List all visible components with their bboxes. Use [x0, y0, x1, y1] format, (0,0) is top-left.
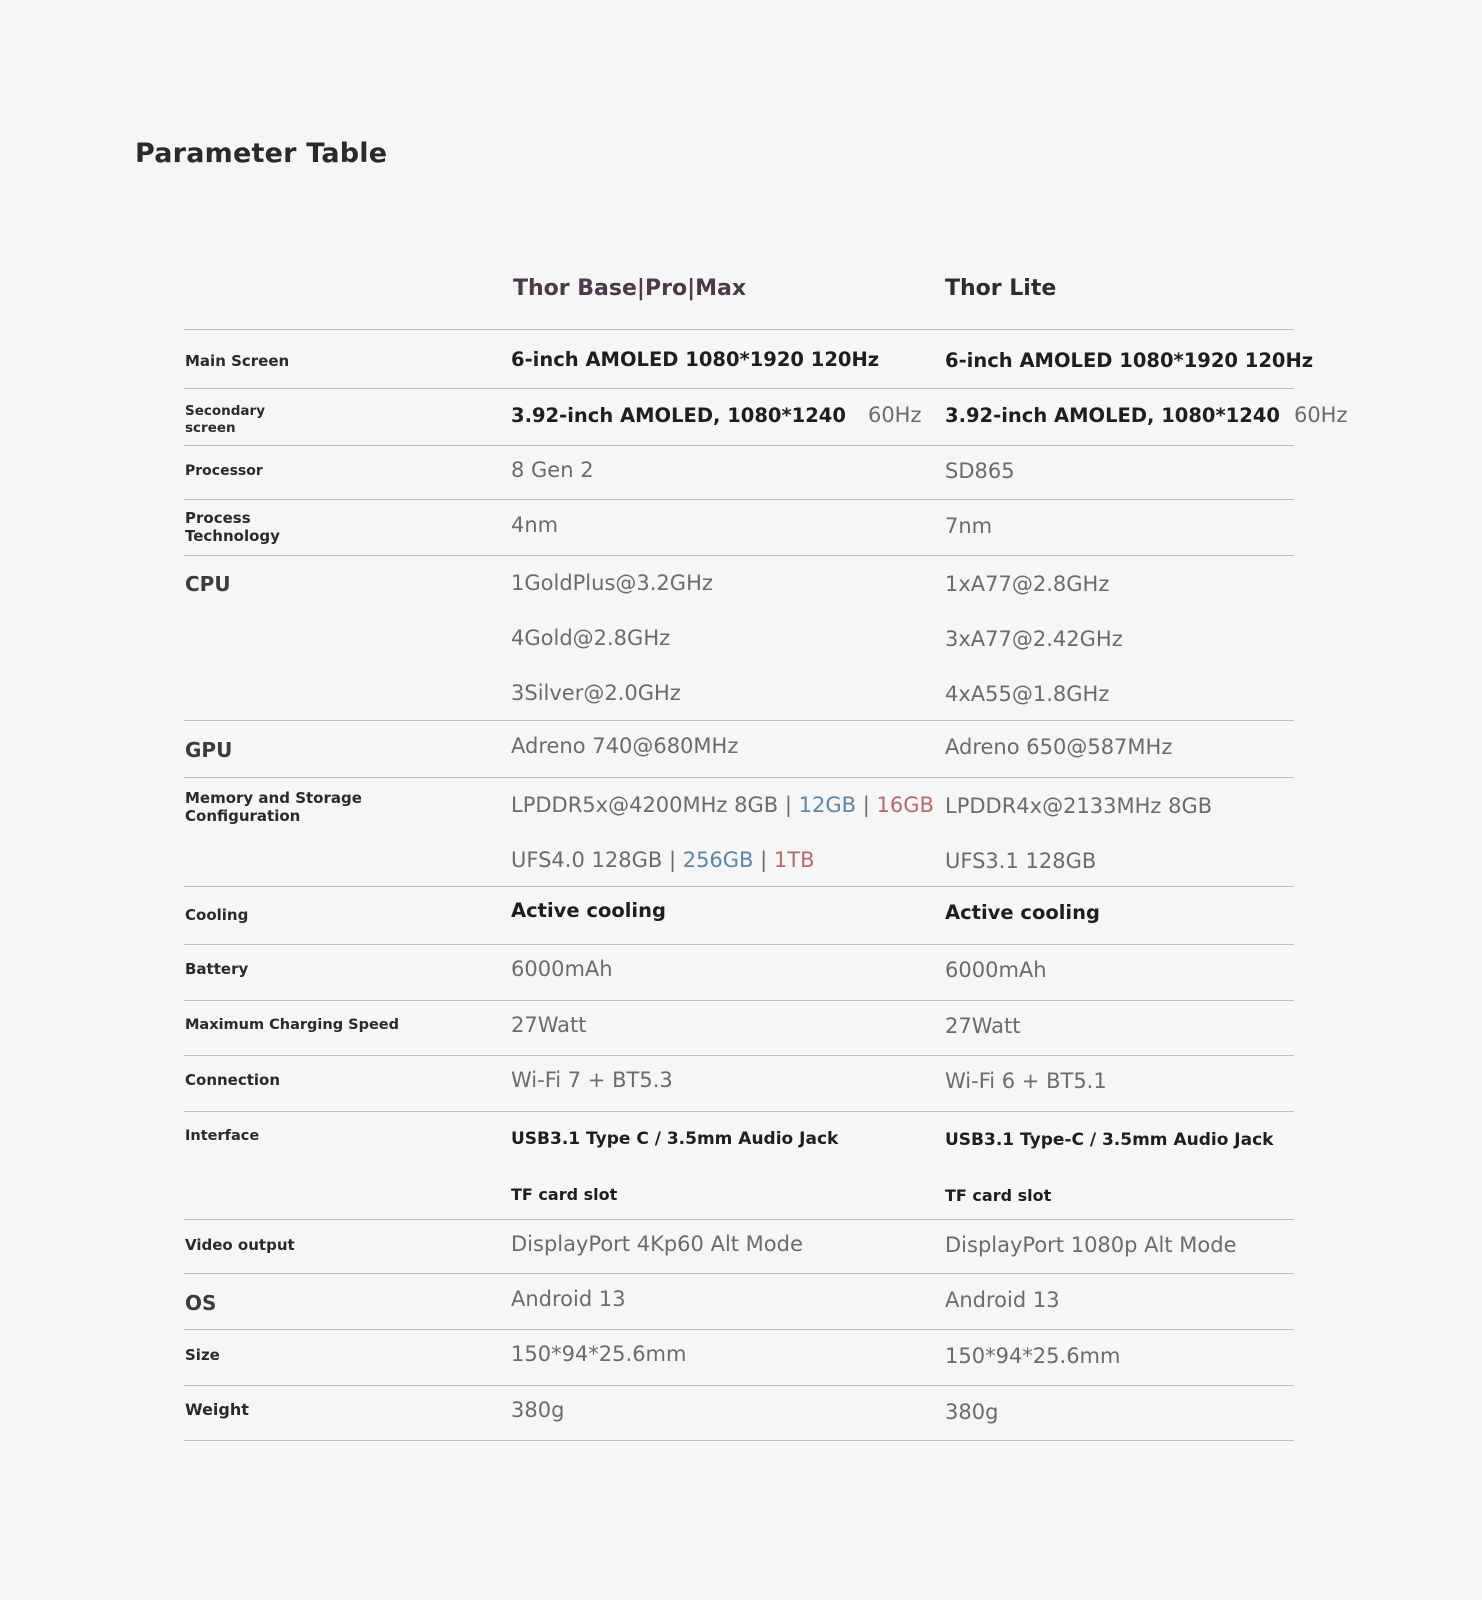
cell-thor-base: 8 Gen 2 — [511, 458, 594, 482]
storage-line: UFS3.1 128GB — [945, 849, 1097, 873]
storage-base: UFS4.0 128GB — [511, 848, 663, 872]
cell-thor-lite — [945, 557, 1123, 722]
table-row — [184, 945, 1294, 1001]
cell-thor-lite: Adreno 650@587MHz — [945, 735, 1173, 759]
table-row — [184, 446, 1294, 500]
row-label: Process Technology — [185, 509, 280, 545]
memory-max: 16GB — [876, 793, 934, 817]
cell-thor-lite — [945, 403, 1348, 427]
cell-thor-lite: 150*94*25.6mm — [945, 1344, 1121, 1368]
cell-thor-lite — [945, 779, 1212, 889]
interface-line: TF card slot — [511, 1185, 618, 1204]
row-label: OS — [185, 1291, 217, 1315]
row-label: CPU — [185, 572, 231, 596]
cell-thor-lite: 6000mAh — [945, 958, 1047, 982]
cell-thor-base: 6-inch AMOLED 1080*1920 120Hz — [511, 348, 880, 371]
table-row — [184, 1274, 1294, 1330]
table-row — [184, 1112, 1294, 1220]
cpu-core-line: 4xA55@1.8GHz — [945, 682, 1110, 706]
cell-thor-lite: DisplayPort 1080p Alt Mode — [945, 1233, 1237, 1257]
row-label: Main Screen — [185, 352, 290, 370]
table-row — [184, 778, 1294, 887]
header-separator: | — [687, 276, 696, 301]
storage-pro: 256GB — [682, 848, 754, 872]
separator: | — [760, 848, 768, 872]
cell-thor-base — [511, 1112, 838, 1222]
separator: | — [862, 793, 870, 817]
column-header-thor-base-pro-max — [513, 276, 746, 301]
header-part-pro: Pro — [644, 276, 688, 301]
header-separator: | — [636, 276, 645, 301]
row-label: Connection — [185, 1071, 281, 1089]
memory-pro: 12GB — [798, 793, 857, 817]
cell-thor-lite: 6-inch AMOLED 1080*1920 120Hz — [945, 349, 1314, 372]
table-row — [184, 389, 1348, 446]
row-label: Video output — [185, 1236, 295, 1254]
row-label: Secondary screen — [185, 403, 265, 436]
table-row — [184, 1001, 1294, 1056]
cell-thor-base — [511, 556, 713, 721]
refresh-rate: 60Hz — [1293, 403, 1348, 427]
cpu-core-line: 1xA77@2.8GHz — [945, 572, 1110, 596]
cell-thor-lite: Wi-Fi 6 + BT5.1 — [945, 1069, 1107, 1093]
row-label: GPU — [185, 738, 233, 762]
cell-thor-base: 27Watt — [511, 1013, 587, 1037]
cpu-core-line: 3Silver@2.0GHz — [511, 681, 681, 705]
cell-thor-base: DisplayPort 4Kp60 Alt Mode — [511, 1232, 803, 1256]
cell-thor-lite: Android 13 — [945, 1288, 1060, 1312]
table-row — [184, 1220, 1294, 1274]
table-row — [184, 500, 1294, 556]
cell-thor-base: Android 13 — [511, 1287, 626, 1311]
interface-line: USB3.1 Type C / 3.5mm Audio Jack — [511, 1129, 839, 1149]
cell-thor-base: Adreno 740@680MHz — [511, 734, 739, 758]
header-part-max: Max — [695, 276, 747, 301]
row-label: Size — [185, 1346, 220, 1364]
interface-line: USB3.1 Type-C / 3.5mm Audio Jack — [945, 1130, 1274, 1150]
row-label: Weight — [185, 1400, 249, 1419]
cpu-core-line: 1GoldPlus@3.2GHz — [511, 571, 713, 595]
cell-thor-base: 4nm — [511, 513, 559, 537]
cpu-core-line: 3xA77@2.42GHz — [945, 627, 1123, 651]
table-row — [184, 1330, 1294, 1386]
row-label: Cooling — [185, 906, 249, 924]
cell-thor-base: 150*94*25.6mm — [511, 1342, 687, 1366]
separator: | — [784, 793, 792, 817]
row-label: Processor — [185, 463, 263, 479]
cell-thor-base — [511, 778, 934, 888]
row-label: Memory and Storage Configuration — [185, 789, 362, 825]
cell-thor-base: Wi-Fi 7 + BT5.3 — [511, 1068, 673, 1092]
secondary-screen-spec: 3.92-inch AMOLED, 1080*1240 — [945, 404, 1280, 427]
row-label: Maximum Charging Speed — [185, 1017, 399, 1033]
row-label: Battery — [185, 960, 249, 978]
cell-thor-lite: 7nm — [945, 514, 993, 538]
interface-line: TF card slot — [945, 1186, 1052, 1205]
cell-thor-lite — [945, 1113, 1273, 1223]
table-row — [184, 330, 1314, 389]
memory-base: LPDDR5x@4200MHz 8GB — [511, 793, 779, 817]
separator: | — [668, 848, 677, 872]
refresh-rate: 60Hz — [867, 403, 922, 427]
storage-max: 1TB — [773, 848, 815, 872]
cell-thor-base: Active cooling — [511, 899, 666, 922]
table-row — [184, 887, 1294, 945]
row-label: Interface — [185, 1128, 260, 1144]
cell-thor-lite: 27Watt — [945, 1014, 1021, 1038]
table-row — [184, 721, 1294, 778]
cell-thor-lite: SD865 — [945, 459, 1015, 483]
table-row — [184, 1056, 1294, 1112]
cell-thor-base: 6000mAh — [511, 957, 613, 981]
cell-thor-lite: Active cooling — [945, 901, 1100, 924]
table-row — [184, 556, 1294, 721]
column-header-thor-lite: Thor Lite — [945, 276, 1057, 301]
memory-line — [511, 778, 934, 833]
cell-thor-lite: 380g — [945, 1400, 999, 1424]
storage-line — [511, 833, 934, 888]
header-part-base: Thor Base — [513, 276, 637, 301]
page-title: Parameter Table — [135, 138, 388, 169]
secondary-screen-spec: 3.92-inch AMOLED, 1080*1240 — [511, 404, 846, 427]
parameter-table — [184, 329, 1348, 1441]
table-row — [184, 1386, 1294, 1441]
cell-thor-base: 380g — [511, 1398, 565, 1422]
cpu-core-line: 4Gold@2.8GHz — [511, 626, 671, 650]
cell-thor-base — [511, 403, 922, 427]
memory-line: LPDDR4x@2133MHz 8GB — [945, 794, 1213, 818]
